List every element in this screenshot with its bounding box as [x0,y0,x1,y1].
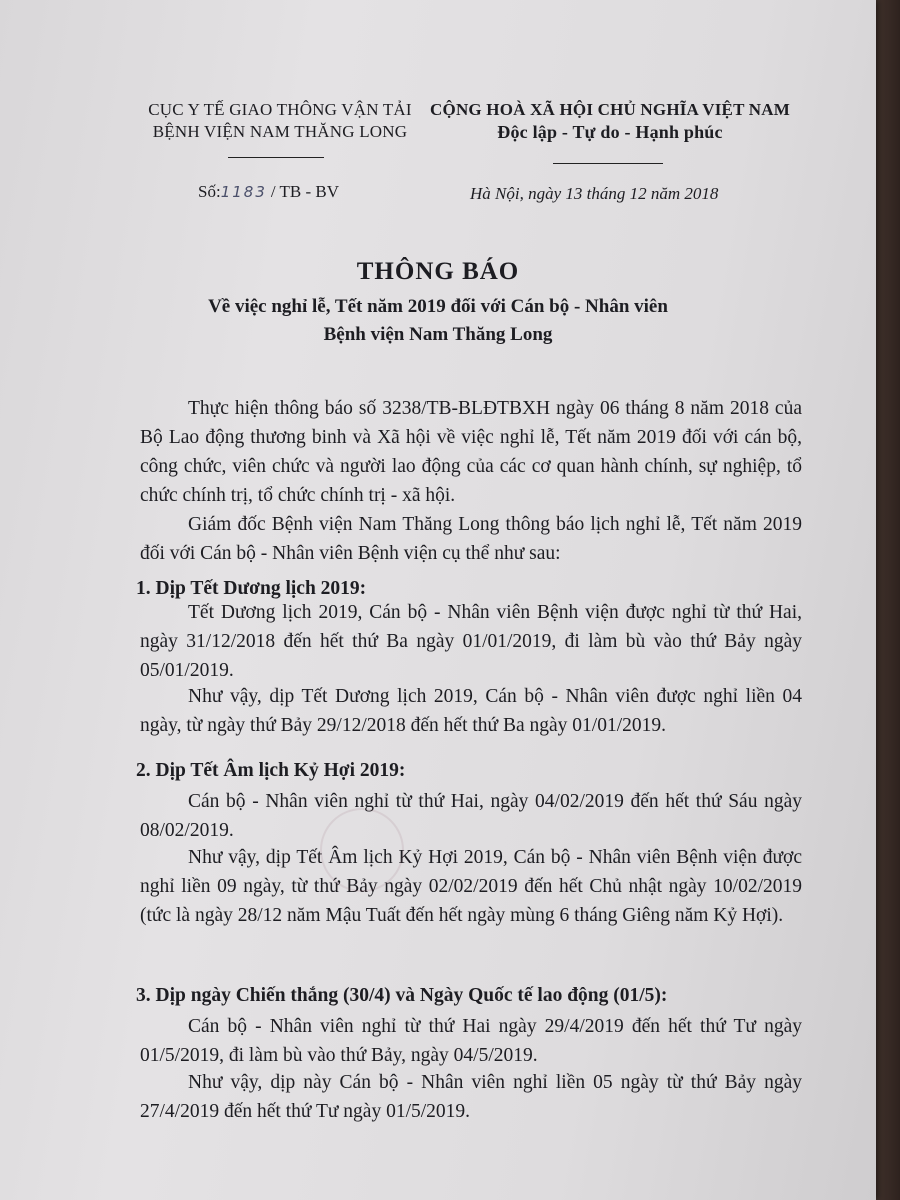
document-subtitle-line2: Bệnh viện Nam Thăng Long [323,324,553,345]
intro-paragraph-2: Giám đốc Bệnh viện Nam Thăng Long thông báo lịch nghỉ lễ, Tết năm 2019 đối với Cán bộ - Nhân viên Bệnh viện cụ thể như sau: [140,514,802,564]
document-number [198,182,339,202]
number-suffix: / TB - BV [270,182,340,201]
org-underline [228,157,324,158]
section-3-heading: 3. Dịp ngày Chiến thắng (30/4) và Ngày Quốc tế lao động (01/5): [136,985,668,1006]
place-date: Hà Nội, ngày 13 tháng 12 năm 2018 [470,184,719,203]
motto-underline [553,163,663,164]
section-1-paragraph-1: Tết Dương lịch 2019, Cán bộ - Nhân viên Bệnh viện được nghỉ từ thứ Hai, ngày 31/12/2018 đến hết thứ Ba ngày 01/01/2019, đi làm bù vào thứ Bảy ngày 05/01/2019. [140,602,802,681]
document-subtitle-line1: Về việc nghỉ lễ, Tết năm 2019 đối với Cán bộ - Nhân viên [208,296,668,317]
faint-stamp-mark [320,808,404,892]
number-prefix: Số: [198,182,221,201]
document-title: THÔNG BÁO [356,258,520,285]
section-3-paragraph-1: Cán bộ - Nhân viên nghỉ từ thứ Hai ngày 29/4/2019 đến hết thứ Tư ngày 01/5/2019, đi làm bù vào thứ Bảy, ngày 04/5/2019. [140,1016,802,1066]
org-parent-name: CỤC Y TẾ GIAO THÔNG VẬN TẢI [148,100,412,119]
section-2-paragraph-1: Cán bộ - Nhân viên nghỉ từ thứ Hai, ngày 04/02/2019 đến hết thứ Sáu ngày 08/02/2019. [140,791,802,841]
handwritten-number: 1183 [220,183,267,201]
org-name: BỆNH VIỆN NAM THĂNG LONG [152,122,408,141]
nation-motto: Độc lập - Tự do - Hạnh phúc [497,122,723,142]
section-1-paragraph-2: Như vậy, dịp Tết Dương lịch 2019, Cán bộ - Nhân viên được nghỉ liền 04 ngày, từ ngày thứ Bảy 29/12/2018 đến hết thứ Ba ngày 01/01/2019. [140,686,802,736]
section-1-heading: 1. Dịp Tết Dương lịch 2019: [136,578,367,599]
nation-name: CỘNG HOÀ XÃ HỘI CHỦ NGHĨA VIỆT NAM [430,100,790,119]
section-3-paragraph-2: Như vậy, dịp này Cán bộ - Nhân viên nghỉ liền 05 ngày từ thứ Bảy ngày 27/4/2019 đến hết thứ Tư ngày 01/5/2019. [140,1072,802,1122]
intro-paragraph-1: Thực hiện thông báo số 3238/TB-BLĐTBXH ngày 06 tháng 8 năm 2018 của Bộ Lao động thương binh và Xã hội về việc nghỉ lễ, Tết năm 2019 đối với cán bộ, công chức, viên chức và người lao động của các cơ quan hành chính, sự nghiệp, tổ chức chính trị, tổ chức chính trị - xã hội. [140,398,802,506]
section-2-heading: 2. Dịp Tết Âm lịch Kỷ Hợi 2019: [136,760,406,781]
section-2-paragraph-2: Như vậy, dịp Tết Âm lịch Kỷ Hợi 2019, Cán bộ - Nhân viên Bệnh viện được nghỉ liền 09 ngày, từ thứ Bảy ngày 02/02/2019 đến hết Chủ nhật ngày 10/02/2019 (tức là ngày 28/12 năm Mậu Tuất đến hết ngày mùng 6 tháng Giêng năm Kỷ Hợi). [140,847,802,926]
